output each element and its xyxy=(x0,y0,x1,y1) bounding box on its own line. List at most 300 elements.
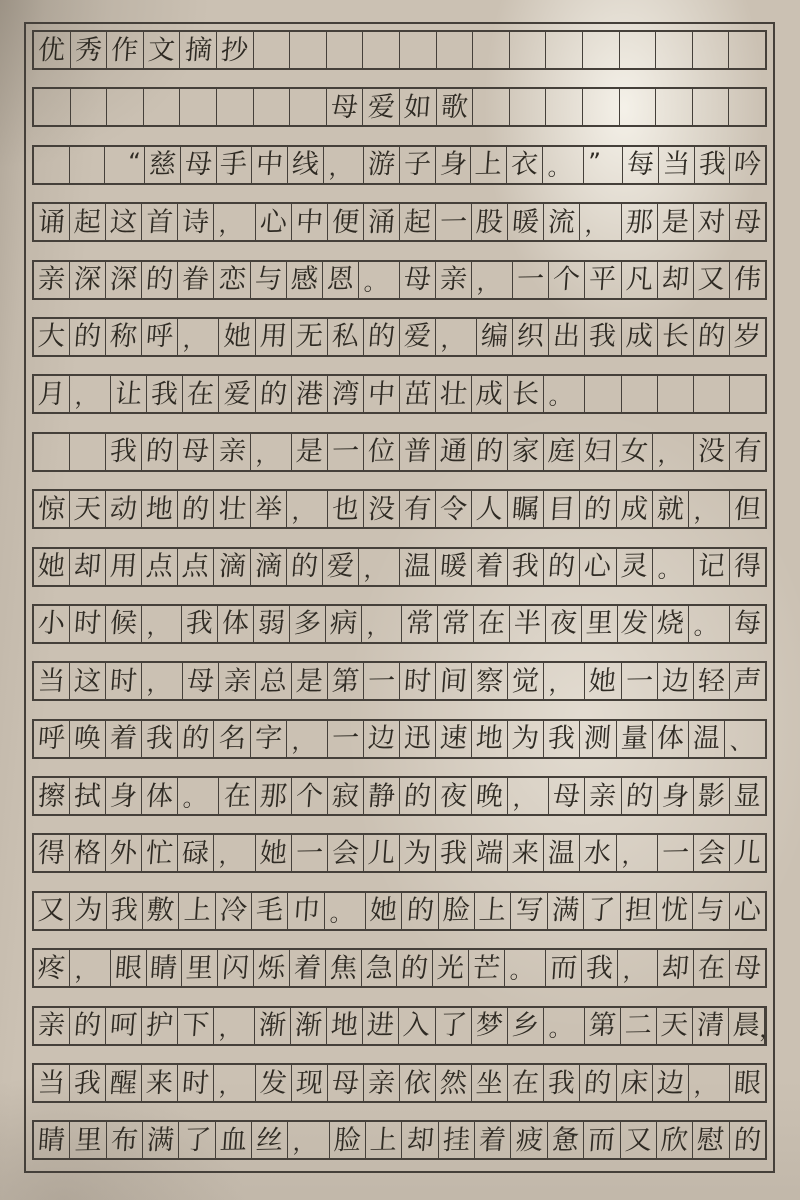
grid-cell xyxy=(107,32,144,68)
grid-cell xyxy=(70,835,106,871)
handwritten-char: 。 xyxy=(693,613,719,641)
grid-cell xyxy=(618,606,654,642)
grid-cell xyxy=(436,1008,472,1044)
handwritten-char: 诵 xyxy=(36,206,67,238)
grid-cell xyxy=(472,663,508,699)
grid-cell xyxy=(694,778,730,814)
handwritten-char: 亲 xyxy=(438,263,469,296)
grid-cell-empty xyxy=(510,89,547,125)
handwritten-char: 母 xyxy=(402,263,433,296)
grid-cell xyxy=(34,204,70,240)
grid-cell-empty xyxy=(729,32,765,68)
handwritten-char: 我 xyxy=(697,149,727,181)
grid-row xyxy=(32,719,767,759)
grid-row xyxy=(32,604,767,644)
handwritten-char: 的 xyxy=(72,1009,103,1042)
grid-cell xyxy=(511,893,547,929)
handwritten-char: 个 xyxy=(552,263,582,296)
handwritten-char: 上 xyxy=(182,895,212,927)
handwritten-char: 我 xyxy=(511,550,541,583)
grid-cell-empty xyxy=(583,32,620,68)
grid-cell-empty xyxy=(583,89,620,125)
grid-cell xyxy=(328,434,364,470)
grid-cell xyxy=(730,606,765,642)
handwritten-char: 脸 xyxy=(441,895,472,927)
grid-cell xyxy=(622,778,658,814)
grid-row xyxy=(32,776,767,816)
handwritten-char: 在 xyxy=(186,378,216,411)
grid-cell xyxy=(544,663,585,699)
grid-cell xyxy=(292,376,328,412)
grid-cell xyxy=(508,1065,544,1101)
grid-cell xyxy=(657,1008,693,1044)
grid-cell xyxy=(730,204,765,240)
grid-cell xyxy=(544,835,580,871)
grid-cell xyxy=(437,89,474,125)
grid-cell xyxy=(144,32,181,68)
grid-cell xyxy=(508,663,544,699)
handwritten-char: 普 xyxy=(402,436,433,468)
handwritten-char: 时 xyxy=(402,665,433,698)
grid-cell xyxy=(254,950,290,986)
grid-cell xyxy=(582,606,618,642)
handwritten-char: ， xyxy=(182,326,208,354)
grid-cell xyxy=(328,1065,364,1101)
grid-cell xyxy=(472,376,508,412)
handwritten-char: 的 xyxy=(181,493,211,525)
grid-cell xyxy=(256,663,292,699)
grid-cell xyxy=(622,663,658,699)
grid-cell xyxy=(580,491,616,527)
grid-cell xyxy=(217,147,253,183)
grid-cell xyxy=(219,778,255,814)
grid-cell-empty xyxy=(254,89,291,125)
handwritten-char: 。 xyxy=(548,384,574,411)
handwritten-char: ， xyxy=(327,154,353,181)
grid-cell xyxy=(178,319,219,355)
handwritten-char: 候 xyxy=(108,608,138,640)
handwritten-char: 伟 xyxy=(732,263,762,296)
grid-cell-empty xyxy=(70,147,106,183)
grid-cell-empty xyxy=(622,376,658,412)
grid-cell xyxy=(70,1065,106,1101)
handwritten-char: 烁 xyxy=(256,952,287,984)
handwritten-char: 长 xyxy=(660,321,690,353)
handwritten-char: 游 xyxy=(367,149,397,181)
handwritten-char: 但 xyxy=(732,493,762,525)
grid-cell xyxy=(34,893,70,929)
grid-cell xyxy=(34,491,70,527)
grid-cell xyxy=(214,1065,255,1101)
grid-cell xyxy=(585,778,621,814)
handwritten-char: 的 xyxy=(696,321,726,353)
grid-cell xyxy=(328,204,364,240)
grid-cell xyxy=(217,32,254,68)
grid-cell xyxy=(508,778,549,814)
handwritten-char: 恋 xyxy=(217,263,247,296)
grid-cell xyxy=(617,434,653,470)
grid-cell xyxy=(508,835,544,871)
grid-cell xyxy=(548,893,584,929)
grid-cell xyxy=(433,950,469,986)
handwritten-char: 测 xyxy=(583,722,613,755)
grid-cell xyxy=(549,319,585,355)
handwritten-char: 间 xyxy=(438,665,469,698)
handwritten-char: 这 xyxy=(73,665,103,698)
handwritten-char: ， xyxy=(476,269,502,296)
grid-cell xyxy=(214,204,255,240)
grid-cell xyxy=(469,950,505,986)
grid-cell xyxy=(439,1122,475,1158)
grid-cell xyxy=(70,204,106,240)
handwritten-char: ， xyxy=(621,958,647,985)
grid-cell xyxy=(544,721,580,757)
handwritten-char: 歌 xyxy=(439,91,469,124)
handwritten-char: 壮 xyxy=(438,378,469,411)
grid-row xyxy=(32,145,767,185)
handwritten-char: 母 xyxy=(732,206,762,238)
grid-cell xyxy=(106,204,142,240)
grid-cell-empty xyxy=(144,89,181,125)
grid-cell xyxy=(251,434,292,470)
grid-cell xyxy=(436,1065,472,1101)
handwritten-char: 乡 xyxy=(510,1009,540,1042)
handwritten-char: ， xyxy=(512,785,538,813)
handwritten-char: 亲 xyxy=(366,1067,396,1099)
grid-cell xyxy=(400,778,436,814)
handwritten-char: 影 xyxy=(696,780,726,812)
handwritten-char: 半 xyxy=(512,608,542,640)
handwritten-char: 在 xyxy=(476,608,507,640)
grid-cell xyxy=(214,434,250,470)
grid-row xyxy=(32,260,767,300)
grid-cell xyxy=(254,606,290,642)
grid-cell xyxy=(694,204,730,240)
grid-cell xyxy=(622,262,658,298)
handwritten-char: 动 xyxy=(109,493,139,525)
grid-cell xyxy=(34,1065,70,1101)
handwritten-char: 满 xyxy=(146,1124,176,1157)
handwritten-char: 用 xyxy=(258,321,288,353)
handwritten-char: 抄 xyxy=(220,34,250,66)
handwritten-char: 心 xyxy=(258,206,288,238)
grid-row xyxy=(32,374,767,414)
grid-row xyxy=(32,432,767,472)
handwritten-char: 寂 xyxy=(330,780,360,812)
handwritten-char: 身 xyxy=(109,780,139,812)
handwritten-char: 一 xyxy=(516,263,546,296)
grid-cell xyxy=(178,262,214,298)
grid-cell xyxy=(694,549,730,585)
handwritten-char: ， xyxy=(362,556,388,583)
handwritten-char: 冷 xyxy=(218,895,248,927)
grid-cell xyxy=(475,893,511,929)
handwritten-char: 眼 xyxy=(113,952,143,984)
handwritten-char: 巾 xyxy=(291,895,321,927)
grid-cell xyxy=(219,319,255,355)
grid-cell xyxy=(439,893,475,929)
handwritten-char: 中 xyxy=(294,206,324,238)
grid-cell xyxy=(106,262,142,298)
grid-cell xyxy=(694,262,730,298)
grid-row xyxy=(32,1120,767,1160)
grid-cell xyxy=(292,835,328,871)
grid-cell xyxy=(145,147,181,183)
handwritten-char: 得 xyxy=(36,837,67,870)
handwritten-char: 的 xyxy=(405,895,435,927)
handwritten-char: 心 xyxy=(583,550,613,583)
handwritten-char: 儿 xyxy=(732,837,762,870)
grid-cell xyxy=(546,606,582,642)
handwritten-char: ， xyxy=(146,671,172,698)
grid-cell xyxy=(34,721,70,757)
handwritten-char: 总 xyxy=(258,665,288,698)
handwritten-char: 亲 xyxy=(588,780,618,812)
grid-cell xyxy=(730,893,765,929)
grid-cell xyxy=(142,606,183,642)
grid-cell xyxy=(214,721,250,757)
grid-cell xyxy=(328,835,364,871)
grid-cell xyxy=(142,204,178,240)
handwritten-char: 眼 xyxy=(732,1067,762,1099)
handwritten-char: 芒 xyxy=(471,952,502,984)
handwritten-char: 疼 xyxy=(36,952,67,984)
grid-cell-empty xyxy=(620,89,657,125)
grid-cell xyxy=(510,606,546,642)
grid-cell xyxy=(364,721,400,757)
grid-cell xyxy=(252,893,288,929)
handwritten-char: ， xyxy=(73,958,99,985)
handwritten-char: 着 xyxy=(478,1124,508,1157)
grid-cell xyxy=(326,950,362,986)
handwritten-char: 睛 xyxy=(149,952,179,984)
handwritten-char: 恩 xyxy=(325,263,355,296)
grid-cell xyxy=(214,549,250,585)
grid-cell xyxy=(366,1122,402,1158)
overflow-punctuation: ， xyxy=(758,1017,783,1043)
grid-row xyxy=(32,1063,767,1103)
handwritten-char: 为 xyxy=(402,837,433,870)
grid-cell xyxy=(585,319,621,355)
handwritten-char: 摘 xyxy=(183,34,213,66)
grid-cell xyxy=(725,721,765,757)
handwritten-char: 我 xyxy=(150,378,180,411)
grid-cell xyxy=(508,434,544,470)
handwritten-char: 温 xyxy=(547,837,577,870)
grid-cell xyxy=(508,721,544,757)
handwritten-char: 惫 xyxy=(550,1124,581,1157)
grid-cell-empty xyxy=(473,89,510,125)
grid-cell xyxy=(508,491,544,527)
grid-cell xyxy=(143,1122,179,1158)
grid-cell xyxy=(730,434,765,470)
handwritten-char: 通 xyxy=(438,436,469,468)
handwritten-char: 的 xyxy=(145,263,175,296)
handwritten-char: 来 xyxy=(511,837,541,870)
handwritten-char: 长 xyxy=(511,378,541,411)
handwritten-char: ， xyxy=(692,498,718,526)
grid-cell xyxy=(178,778,219,814)
grid-cell xyxy=(658,778,694,814)
grid-cell xyxy=(400,204,436,240)
handwritten-char: 爱 xyxy=(402,321,433,353)
handwritten-char: 得 xyxy=(732,550,762,583)
handwritten-char: 眷 xyxy=(181,263,211,296)
grid-cell xyxy=(34,663,70,699)
handwritten-char: 察 xyxy=(475,665,505,698)
grid-cell xyxy=(34,319,70,355)
handwritten-char: 她 xyxy=(222,321,252,353)
handwritten-char: ， xyxy=(218,1015,244,1042)
grid-cell xyxy=(472,1008,508,1044)
handwritten-char: 而 xyxy=(548,952,578,984)
grid-cell xyxy=(70,376,111,412)
grid-cell xyxy=(214,1008,255,1044)
grid-cell xyxy=(402,893,438,929)
handwritten-char: 她 xyxy=(369,895,399,927)
grid-cell xyxy=(106,721,142,757)
grid-cell xyxy=(617,491,653,527)
handwritten-char: ， xyxy=(620,843,646,870)
grid-cell xyxy=(290,950,326,986)
handwritten-char: 爱 xyxy=(222,378,252,411)
grid-cell xyxy=(290,606,326,642)
handwritten-char: 依 xyxy=(402,1067,433,1099)
grid-cell xyxy=(106,663,142,699)
handwritten-char: 慈 xyxy=(147,149,178,181)
grid-cell xyxy=(474,606,510,642)
grid-cell xyxy=(255,1008,291,1044)
handwritten-char: 床 xyxy=(619,1067,649,1099)
handwritten-char: 的 xyxy=(732,1124,762,1157)
grid-cell-empty xyxy=(437,32,474,68)
handwritten-char: 的 xyxy=(547,550,577,583)
grid-cell xyxy=(400,1065,436,1101)
handwritten-char: 慰 xyxy=(696,1124,726,1157)
handwritten-char: 湾 xyxy=(330,378,360,411)
grid-cell xyxy=(472,778,508,814)
handwritten-char: 点 xyxy=(181,550,211,583)
grid-cell xyxy=(508,1008,544,1044)
grid-cell xyxy=(287,721,328,757)
grid-cell xyxy=(327,89,364,125)
grid-cell xyxy=(364,319,400,355)
grid-cell xyxy=(359,549,400,585)
grid-cell xyxy=(693,893,729,929)
handwritten-char: ， xyxy=(365,613,391,641)
grid-cell xyxy=(472,1065,508,1101)
grid-cell xyxy=(70,893,106,929)
grid-cell xyxy=(730,491,765,527)
grid-row xyxy=(32,202,767,242)
handwritten-char: 作 xyxy=(110,34,140,66)
handwritten-char: 成 xyxy=(619,493,649,525)
handwritten-char: 的 xyxy=(583,1067,613,1099)
grid-cell xyxy=(730,262,765,298)
grid-row xyxy=(32,87,767,127)
grid-cell xyxy=(658,950,694,986)
handwritten-char: 的 xyxy=(73,321,103,353)
grid-cell xyxy=(472,491,508,527)
handwritten-char: 呼 xyxy=(36,722,67,755)
handwritten-char: 入 xyxy=(402,1009,432,1042)
handwritten-char: 护 xyxy=(145,1009,175,1042)
handwritten-char: 我 xyxy=(145,722,175,755)
handwritten-char: 庭 xyxy=(547,436,577,468)
handwritten-char: 呼 xyxy=(145,321,175,353)
handwritten-char: 编 xyxy=(480,321,510,353)
grid-cell-empty xyxy=(729,89,765,125)
handwritten-char: ， xyxy=(440,326,465,354)
handwritten-char: 、 xyxy=(728,728,754,755)
handwritten-char: 却 xyxy=(660,263,690,296)
handwritten-char: 亲 xyxy=(36,263,67,296)
grid-cell xyxy=(143,893,179,929)
grid-cell xyxy=(178,1008,214,1044)
handwritten-char: 深 xyxy=(73,263,103,296)
handwritten-char: 身 xyxy=(438,149,468,181)
handwritten-char: 我 xyxy=(584,952,614,984)
handwritten-char: 有 xyxy=(732,436,762,468)
handwritten-char: 的 xyxy=(145,436,175,468)
grid-cell xyxy=(549,778,585,814)
grid-cell xyxy=(694,319,730,355)
grid-cell-empty xyxy=(656,32,693,68)
handwritten-char: 岁 xyxy=(732,321,762,353)
handwritten-char: 感 xyxy=(289,263,319,296)
grid-cell-empty xyxy=(473,32,510,68)
handwritten-char: ， xyxy=(692,1072,718,1100)
grid-cell xyxy=(328,376,364,412)
grid-cell xyxy=(689,1065,730,1101)
handwritten-char: 女 xyxy=(619,436,649,468)
handwritten-char: 布 xyxy=(109,1124,139,1157)
grid-cell xyxy=(695,147,731,183)
grid-cell xyxy=(214,491,250,527)
handwritten-char: 温 xyxy=(691,722,721,755)
grid-cell xyxy=(287,262,323,298)
grid-cell xyxy=(730,835,765,871)
grid-cell xyxy=(288,1122,329,1158)
grid-cell xyxy=(658,204,694,240)
grid-cell-empty xyxy=(327,32,364,68)
handwritten-char: 让 xyxy=(114,378,144,411)
grid-cell-empty xyxy=(34,434,70,470)
handwritten-char: 我 xyxy=(185,608,215,640)
grid-cell xyxy=(653,491,689,527)
grid-cell xyxy=(730,319,765,355)
handwritten-char: 与 xyxy=(696,895,726,927)
handwritten-char: 母 xyxy=(732,952,763,984)
handwritten-char: 文 xyxy=(146,34,177,66)
handwritten-char: 。 xyxy=(182,785,208,813)
grid-cell xyxy=(653,721,689,757)
grid-cell xyxy=(730,549,765,585)
grid-cell xyxy=(183,376,219,412)
handwritten-char: 子 xyxy=(402,149,432,181)
handwritten-char: 呵 xyxy=(109,1009,139,1042)
grid-cell-empty xyxy=(510,32,547,68)
grid-cell xyxy=(621,1008,657,1044)
handwritten-char: ， xyxy=(74,384,100,411)
handwritten-char: 外 xyxy=(109,837,139,870)
handwritten-char: 却 xyxy=(73,550,103,583)
handwritten-char: 里 xyxy=(185,952,215,984)
grid-cell xyxy=(653,1065,689,1101)
grid-cell xyxy=(328,663,364,699)
grid-cell xyxy=(142,319,178,355)
handwritten-char: 第 xyxy=(330,665,360,698)
